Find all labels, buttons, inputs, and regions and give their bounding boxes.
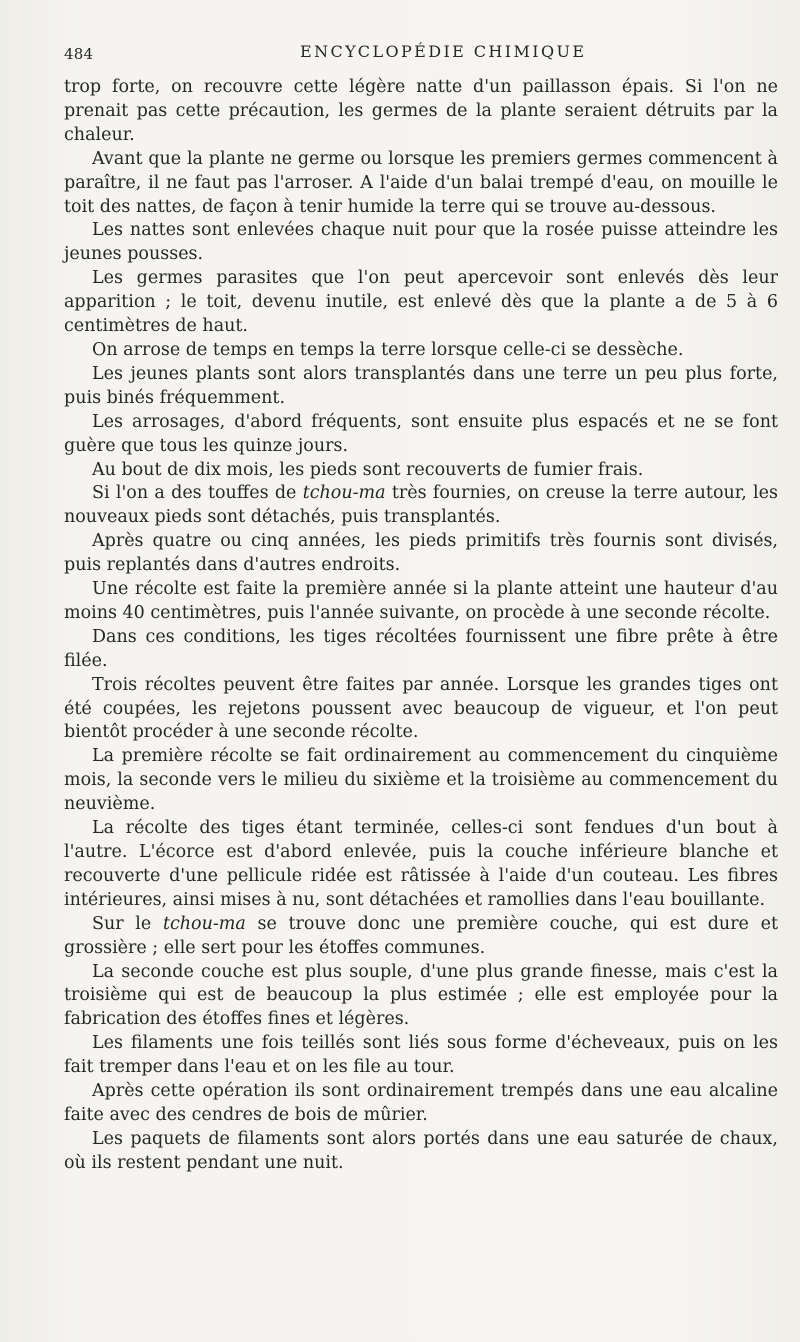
text-run: Après quatre ou cinq années, les pieds primitifs très fournis sont divisés, puis replantés dans d'autres endroits. (64, 531, 778, 576)
running-header (64, 40, 778, 64)
paragraph (64, 459, 778, 483)
paragraph (64, 482, 778, 530)
paragraph (64, 745, 778, 817)
paragraph (64, 267, 778, 339)
paragraph (64, 1080, 778, 1128)
paragraph (64, 76, 778, 148)
text-run: Sur le (92, 913, 163, 934)
text-run: On arrose de temps en temps la terre lorsque celle-ci se dessèche. (92, 339, 684, 360)
paragraph (64, 411, 778, 459)
paragraph (64, 961, 778, 1033)
text-run: Au bout de dix mois, les pieds sont recouverts de fumier frais. (92, 459, 644, 480)
text-run: Les jeunes plants sont alors transplantés dans une terre un peu plus forte, puis binés fréquemment. (64, 363, 778, 408)
text-run: Les paquets de filaments sont alors portés dans une eau saturée de chaux, où ils restent pendant une nuit. (64, 1128, 778, 1173)
italic-term: tchou-ma (162, 913, 246, 934)
paragraph (64, 1032, 778, 1080)
text-run: La première récolte se fait ordinairement au commencement du cinquième mois, la seconde vers le milieu du sixième et la troisième au commencement du neuvième. (64, 746, 778, 815)
text-run: trop forte, on recouvre cette légère natte d'un paillasson épais. Si l'on ne prenait pas cette précaution, les germes de la plante seraient détruits par la chaleur. (64, 77, 778, 145)
paragraph (64, 674, 778, 746)
paragraph (64, 530, 778, 578)
text-run: Les germes parasites que l'on peut apercevoir sont enlevés dès leur apparition ; le toit, devenu inutile, est enlevé dès que la plante a de 5 à 6 centimètres de haut. (64, 268, 778, 337)
paragraph (64, 363, 778, 411)
paragraph (64, 913, 778, 961)
italic-term: tchou-ma (302, 483, 386, 504)
paragraph (64, 1128, 778, 1176)
text-run: très fournies, on creuse la terre autour, les nouveaux pieds sont détachés, puis transplantés. (64, 483, 778, 528)
paragraph (64, 626, 778, 674)
paragraph (64, 578, 778, 626)
text-run: La seconde couche est plus souple, d'une plus grande finesse, mais c'est la troisième qui est de beaucoup la plus estimée ; elle est employée pour la fabrication des étoffes fines et légères. (64, 961, 778, 1030)
text-run: Après cette opération ils sont ordinairement trempés dans une eau alcaline faite avec des cendres de bois de mûrier. (64, 1081, 778, 1125)
running-title: ENCYCLOPÉDIE CHIMIQUE (300, 42, 587, 61)
text-run: Une récolte est faite la première année si la plante atteint une hauteur d'au moins 40 centimètres, puis l'année suivante, on procède à une seconde récolte. (64, 579, 778, 623)
paragraph (64, 817, 778, 913)
body-text (64, 76, 778, 1176)
text-run: se trouve donc une première couche, qui est dure et grossière ; elle sert pour les étoffes communes. (64, 913, 778, 958)
paragraph (64, 148, 778, 220)
text-run: Si l'on a des touffes de (92, 483, 303, 504)
text-run: Les nattes sont enlevées chaque nuit pour que la rosée puisse atteindre les jeunes pousses. (64, 220, 778, 265)
text-run: Les filaments une fois teillés sont liés sous forme d'écheveaux, puis on les fait tremper dans l'eau et on les file au tour. (64, 1033, 778, 1078)
page-number: 484 (64, 45, 94, 63)
text-run: Dans ces conditions, les tiges récoltées fournissent une fibre prête à être filée. (64, 626, 778, 671)
paragraph (64, 219, 778, 267)
text-run: Les arrosages, d'abord fréquents, sont ensuite plus espacés et ne se font guère que tous les quinze jours. (64, 411, 778, 456)
text-run: Trois récoltes peuvent être faites par année. Lorsque les grandes tiges ont été coupées, les rejetons poussent avec beaucoup de vigueur, et l'on peut bientôt procéder à une seconde récolte. (64, 674, 778, 743)
text-run: Avant que la plante ne germe ou lorsque les premiers germes commencent à paraître, il ne faut pas l'arroser. A l'aide d'un balai trempé d'eau, on mouille le toit des nattes, de façon à tenir humide la terre qui se trouve au-dessous. (64, 148, 778, 217)
text-run: La récolte des tiges étant terminée, celles-ci sont fendues d'un bout à l'autre. L'écorce est d'abord enlevée, puis la couche inférieure blanche et recouverte d'une pellicule ridée est râtissée à l'aide d'un couteau. Les fibres intérieures, ainsi mises à nu, sont détachées et ramollies dans l'eau bouillante. (64, 818, 778, 910)
paragraph (64, 339, 778, 363)
